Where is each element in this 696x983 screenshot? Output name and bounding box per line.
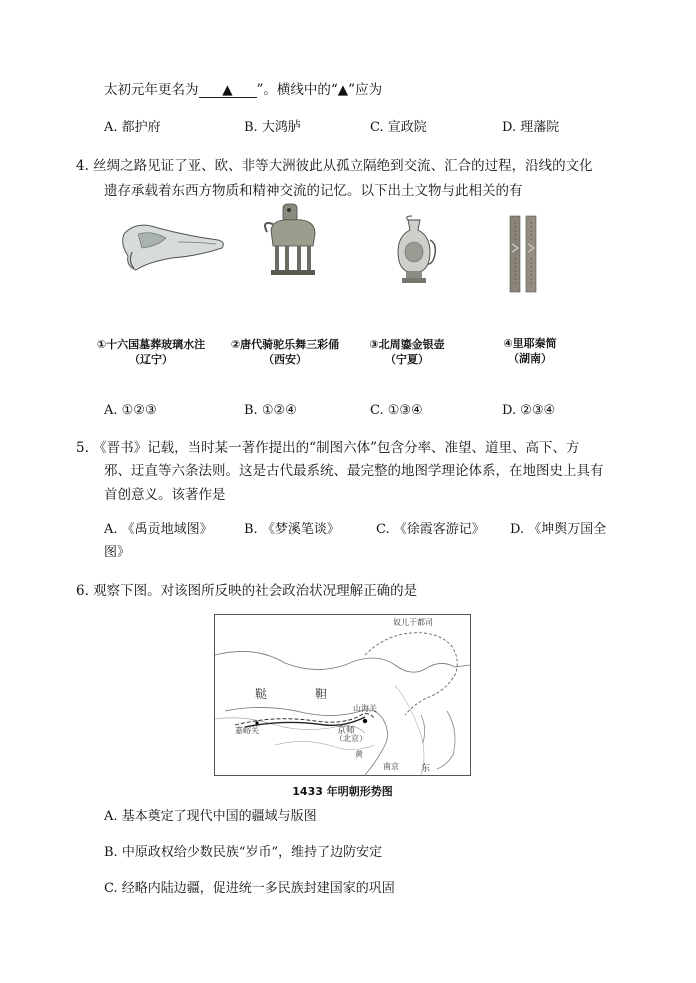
- caption-artifact-2-name: ②唐代骑驼乐舞三彩俑: [230, 338, 340, 351]
- q5-stem-line2: 邪、迂直等六条法则。这是古代最系统、最完整的地图学理论体系，在地图史上具有: [104, 463, 604, 479]
- q4-option-a: A. ①②③: [104, 403, 157, 418]
- caption-artifact-2-place: （西安）: [263, 353, 307, 366]
- q5-stem-line1: 5. 《晋书》记载，当时某一著作提出的“制图六体”包含分率、准望、道里、高下、方: [76, 440, 580, 456]
- gilt-silver-ewer-image: [390, 214, 438, 286]
- ming-map-drawing: [215, 615, 470, 775]
- q6-stem: 6. 观察下图。对该图所反映的社会政治状况理解正确的是: [76, 583, 418, 599]
- caption-artifact-1: [86, 337, 216, 367]
- q4-option-d: D. ②③④: [502, 403, 556, 418]
- caption-artifact-3: [352, 337, 462, 367]
- caption-artifact-4-name: ④里耶秦简: [503, 337, 557, 350]
- q3-stem-after: ”。横线中的“▲”应为: [256, 82, 383, 98]
- q4-stem-line1: 4. 丝绸之路见证了亚、欧、非等大洲彼此从孤立隔绝到交流、汇合的过程，沿线的文化: [76, 158, 593, 174]
- map-label-shanhaiguan: 山海关: [353, 704, 377, 713]
- map-label-capital-paren: （北京）: [335, 734, 367, 743]
- map-label-da2: 靼: [315, 687, 328, 701]
- q4-option-c: C. ①③④: [370, 403, 423, 418]
- map-label-jiayuguan: 嘉峪关: [235, 726, 259, 735]
- q4-stem-line2: 遗存承载着东西方物质和精神交流的记忆。以下出土文物与此相关的有: [104, 183, 523, 199]
- q4-option-b: B. ①②④: [244, 403, 297, 418]
- tricolor-camel-image: [263, 200, 323, 278]
- map-label-capital: 京师: [337, 726, 356, 736]
- q5-option-a: A. 《禹贡地域图》: [104, 522, 213, 537]
- caption-artifact-4-place: （湖南）: [508, 352, 552, 365]
- map-caption: 1433 年明朝形势图: [292, 785, 393, 798]
- q5-option-b: B. 《梦溪笔谈》: [244, 522, 340, 537]
- glass-pitcher-image: [118, 212, 230, 276]
- q5-option-c: C. 《徐霞客游记》: [376, 522, 485, 537]
- caption-artifact-1-place: （辽宁）: [129, 353, 173, 366]
- map-label-south-b: 东: [421, 764, 431, 774]
- caption-artifact-4: [480, 336, 580, 366]
- q3-blank-mark: ▲: [222, 82, 233, 98]
- map-label-south-c: 黄: [355, 750, 363, 759]
- caption-artifact-1-name: ①十六国墓葬玻璃水注: [96, 338, 206, 351]
- qin-bamboo-slips-image: [506, 214, 542, 294]
- map-label-da: 鞑: [255, 687, 268, 701]
- q3-option-b: B. 大鸿胪: [244, 120, 301, 135]
- q3-option-c: C. 宣政院: [370, 120, 427, 135]
- ming-map: [214, 614, 471, 776]
- q6-option-c: C. 经略内陆边疆，促进统一多民族封建国家的巩固: [104, 881, 395, 896]
- q3-option-d: D. 理藩院: [502, 120, 560, 135]
- caption-artifact-3-place: （宁夏）: [385, 353, 429, 366]
- q5-option-d: D. 《坤舆万国全: [510, 522, 607, 537]
- caption-artifact-3-name: ③北周鎏金银壶: [369, 338, 445, 351]
- q5-stem-line3: 首创意义。该著作是: [104, 487, 226, 503]
- map-label-south-a: 南京: [383, 762, 399, 771]
- q3-stem-before: 太初元年更名为: [104, 82, 199, 98]
- q3-option-a: A. 都护府: [104, 120, 161, 135]
- q3-blank: [199, 83, 257, 98]
- map-label-nurgan: 奴儿干都司: [393, 618, 433, 627]
- q3-stem: [104, 81, 382, 99]
- q6-option-a: A. 基本奠定了现代中国的疆域与版图: [104, 809, 317, 824]
- q6-option-b: B. 中原政权给少数民族“岁币”，维持了边防安定: [104, 845, 383, 860]
- q5-option-d-wrap: 图》: [104, 545, 131, 560]
- caption-artifact-2: [222, 337, 348, 367]
